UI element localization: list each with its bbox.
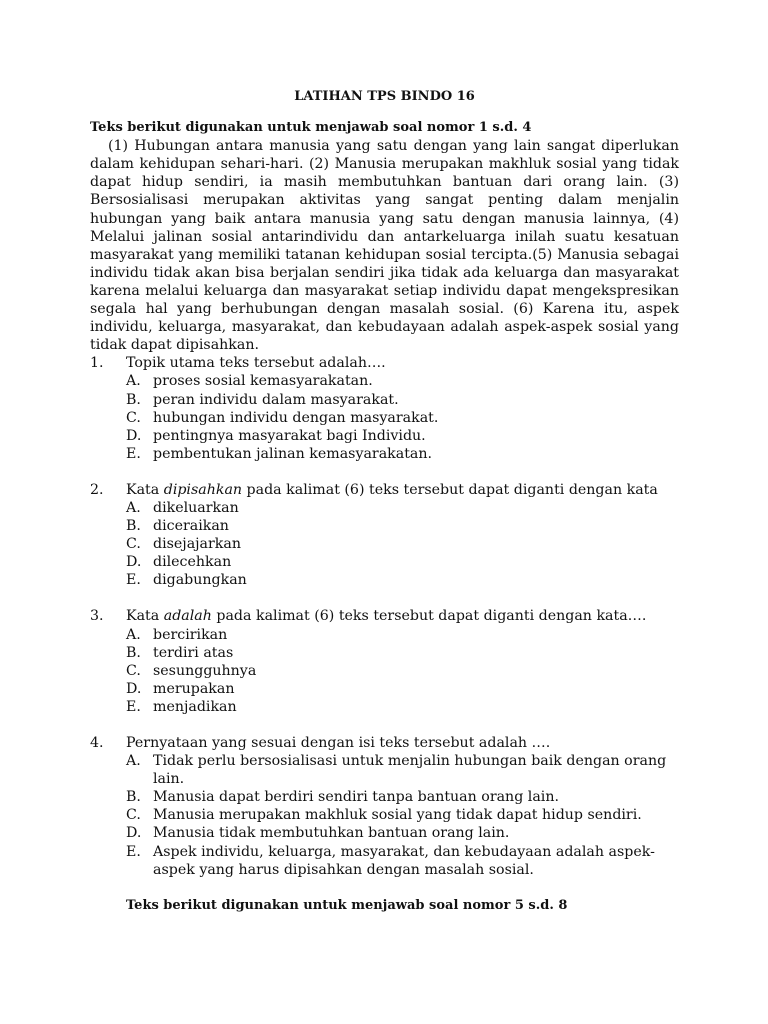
option-letter: E. xyxy=(126,698,141,715)
option-letter: D. xyxy=(126,427,142,444)
option-c xyxy=(126,535,679,553)
option-a xyxy=(126,626,679,644)
option-text: terdiri atas xyxy=(153,644,234,661)
option-a xyxy=(126,372,679,390)
option-b xyxy=(126,788,679,806)
question-number: 2. xyxy=(90,481,104,498)
italic-term: adalah xyxy=(163,608,212,625)
question-2 xyxy=(90,481,679,590)
option-d xyxy=(126,427,679,445)
option-letter: C. xyxy=(126,409,141,426)
option-text: dikeluarkan xyxy=(153,499,239,516)
option-list xyxy=(126,626,679,716)
option-letter: D. xyxy=(126,554,142,571)
passage-text: (1) Hubungan antara manusia yang satu dengan yang lain sangat diperlukan dalam kehidupan sehari-hari. (2) Manusia merupakan makhluk sosial yang tidak dapat hidup sendiri, ia masih membutuhkan bantuan dari orang lain. (3) Bersosialisasi merupakan aktivitas yang sangat penting dalam menjalin hubungan yang baik antara manusia yang satu dengan manusia lainnya, (4) Melalui jalinan sosial antarindividu dan antarkeluarga inilah suatu kesatuan masyarakat yang memiliki tatanan kehidupan sosial tercipta.(5) Manusia sebagai individu tidak akan bisa berjalan sendiri jika tidak ada keluarga dan masyarakat karena melalui keluarga dan masyarakat setiap individu dapat mengekspresikan segala hal yang berhubungan dengan masalah sosial. (6) Karena itu, aspek individu, keluarga, masyarakat, dan kebudayaan adalah aspek-aspek sosial yang tidak dapat dipisahkan. xyxy=(90,138,679,354)
option-d xyxy=(126,553,679,571)
option-b xyxy=(126,644,679,662)
option-list xyxy=(126,372,679,462)
option-e xyxy=(126,571,679,589)
option-letter: A. xyxy=(126,626,141,643)
question-1 xyxy=(90,354,679,463)
option-letter: A. xyxy=(126,753,141,770)
option-text: peran individu dalam masyarakat. xyxy=(153,391,399,408)
question-number: 1. xyxy=(90,355,104,372)
option-text: menjadikan xyxy=(153,698,237,715)
question-prompt: Kata dipisahkan pada kalimat (6) teks tersebut dapat diganti dengan kata xyxy=(126,481,658,498)
option-text: Manusia merupakan makhluk sosial yang tidak dapat hidup sendiri. xyxy=(153,807,642,824)
option-text: dilecehkan xyxy=(153,554,232,571)
option-letter: B. xyxy=(126,644,141,661)
question-3 xyxy=(90,607,679,716)
question-prompt: Kata adalah pada kalimat (6) teks tersebut dapat diganti dengan kata…. xyxy=(126,608,647,625)
option-text: Manusia tidak membutuhkan bantuan orang lain. xyxy=(153,825,510,842)
option-e xyxy=(126,843,679,879)
option-letter: D. xyxy=(126,680,142,697)
option-text: diceraikan xyxy=(153,518,229,535)
option-text: Aspek individu, keluarga, masyarakat, dan kebudayaan adalah aspek-aspek yang harus dipisahkan dengan masalah sosial. xyxy=(153,843,655,878)
option-letter: A. xyxy=(126,373,141,390)
option-c xyxy=(126,409,679,427)
option-list xyxy=(126,752,679,879)
option-d xyxy=(126,680,679,698)
question-prompt: Pernyataan yang sesuai dengan isi teks tersebut adalah …. xyxy=(126,735,551,751)
option-text: Manusia dapat berdiri sendiri tanpa bantuan orang lain. xyxy=(153,789,559,806)
option-text: digabungkan xyxy=(153,572,247,589)
option-letter: A. xyxy=(126,499,141,516)
question-4 xyxy=(90,734,679,879)
option-letter: B. xyxy=(126,518,141,535)
question-number: 4. xyxy=(90,735,104,751)
option-c xyxy=(126,662,679,680)
italic-term: dipisahkan xyxy=(163,481,243,498)
question-prompt: Topik utama teks tersebut adalah…. xyxy=(126,355,386,372)
option-a xyxy=(126,499,679,517)
option-b xyxy=(126,391,679,409)
option-a xyxy=(126,752,679,788)
option-e xyxy=(126,698,679,716)
option-text: proses sosial kemasyarakatan. xyxy=(153,373,373,390)
option-letter: C. xyxy=(126,662,141,679)
option-letter: D. xyxy=(126,825,142,842)
option-letter: E. xyxy=(126,445,141,462)
option-text: bercirikan xyxy=(153,626,228,643)
option-letter: E. xyxy=(126,843,141,860)
option-list xyxy=(126,499,679,589)
document-page xyxy=(90,88,679,915)
option-letter: B. xyxy=(126,789,141,806)
option-letter: B. xyxy=(126,391,141,408)
option-text: disejajarkan xyxy=(153,536,241,553)
page-title: LATIHAN TPS BINDO 16 xyxy=(294,89,475,104)
option-c xyxy=(126,806,679,824)
option-d xyxy=(126,824,679,842)
option-text: sesungguhnya xyxy=(153,662,257,679)
section-heading-1: Teks berikut digunakan untuk menjawab soal nomor 1 s.d. 4 xyxy=(90,120,532,136)
question-number: 3. xyxy=(90,608,104,625)
option-letter: C. xyxy=(126,807,141,824)
option-letter: C. xyxy=(126,536,141,553)
option-text: Tidak perlu bersosialisasi untuk menjalin hubungan baik dengan orang lain. xyxy=(153,753,667,788)
option-text: pembentukan jalinan kemasyarakatan. xyxy=(153,445,433,462)
reading-passage xyxy=(90,137,679,354)
option-e xyxy=(126,445,679,463)
option-b xyxy=(126,517,679,535)
section-heading-2: Teks berikut digunakan untuk menjawab soal nomor 5 s.d. 8 xyxy=(126,897,568,913)
option-text: hubungan individu dengan masyarakat. xyxy=(153,409,439,426)
option-text: merupakan xyxy=(153,680,235,697)
option-text: pentingnya masyarakat bagi Individu. xyxy=(153,427,426,444)
option-letter: E. xyxy=(126,572,141,589)
